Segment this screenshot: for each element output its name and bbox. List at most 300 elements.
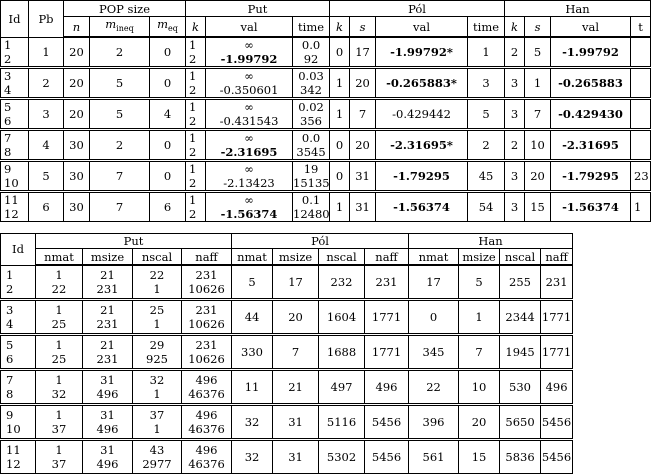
id-cell-line: 8 xyxy=(6,387,14,401)
han-naff-cell: 496 xyxy=(541,370,573,405)
pol-val-cell: -2.31695* xyxy=(376,130,468,161)
pol-time-cell: 3 xyxy=(468,68,505,99)
han-naff-cell: 5456 xyxy=(541,440,573,474)
put-naff-cell xyxy=(182,265,232,300)
pol-nscal-cell: 5302 xyxy=(319,440,365,474)
han-nscal-cell: 255 xyxy=(500,265,541,300)
put-msize-cell-line: 31 xyxy=(100,443,115,457)
pb-cell: 2 xyxy=(29,68,64,99)
put-nscal-cell xyxy=(133,440,182,474)
pol-k-cell: 0 xyxy=(330,130,350,161)
id-cell-line: 11 xyxy=(6,443,21,457)
put-nmat-cell-line: 1 xyxy=(55,408,63,422)
col-han-time: t xyxy=(631,17,651,38)
table-row xyxy=(1,370,573,405)
col-han-nmat: nmat xyxy=(409,249,459,266)
put-k-cell-line: 1 xyxy=(189,193,197,207)
col-pol: Pól xyxy=(330,1,505,17)
id-cell-line: 8 xyxy=(4,145,12,159)
pol-msize-cell: 17 xyxy=(273,265,319,300)
han-msize-cell: 1 xyxy=(459,300,500,335)
put-val-cell-line: -0.431543 xyxy=(219,114,279,128)
pol-s-cell: 17 xyxy=(350,37,376,68)
table-row xyxy=(1,161,651,192)
put-nmat-cell xyxy=(36,440,83,474)
han-time-cell xyxy=(631,130,651,161)
put-val-cell-line: ∞ xyxy=(244,69,254,83)
col-pol-nscal: nscal xyxy=(319,249,365,266)
col-put-k: k xyxy=(186,17,206,38)
put-nscal-cell-line: 1 xyxy=(153,317,161,331)
put-naff-cell xyxy=(182,440,232,474)
put-time-cell xyxy=(293,99,330,130)
han-val-cell: -1.56374 xyxy=(551,192,631,222)
col-put-nscal: nscal xyxy=(133,249,182,266)
han-k-cell: 2 xyxy=(505,130,525,161)
results-table xyxy=(0,0,651,222)
pol-time-cell: 1 xyxy=(468,37,505,68)
han-val-cell: -2.31695 xyxy=(551,130,631,161)
put-time-cell xyxy=(293,130,330,161)
pol-val-cell: -1.79295 xyxy=(376,161,468,192)
put-time-cell-line: 0.1 xyxy=(301,193,321,207)
n-cell: 30 xyxy=(64,130,90,161)
pol-s-cell: 20 xyxy=(350,68,376,99)
han-time-cell: 23 xyxy=(631,161,651,192)
put-naff-cell-line: 10626 xyxy=(188,317,225,331)
col-put-nmat: nmat xyxy=(36,249,83,266)
id-cell-line: 3 xyxy=(6,303,14,317)
id-cell-line: 4 xyxy=(6,317,14,331)
put-nmat-cell xyxy=(36,300,83,335)
table-row xyxy=(1,37,651,68)
pol-s-cell: 31 xyxy=(350,161,376,192)
pol-k-cell: 1 xyxy=(330,192,350,222)
put-nmat-cell-line: 37 xyxy=(51,457,67,471)
put-val-cell xyxy=(206,161,293,192)
id-cell-line: 6 xyxy=(6,352,14,366)
han-val-cell: -0.265883 xyxy=(551,68,631,99)
pol-nmat-cell: 32 xyxy=(232,405,273,440)
han-s-cell: 15 xyxy=(525,192,551,222)
han-msize-cell: 5 xyxy=(459,265,500,300)
col-han-s: s xyxy=(525,17,551,38)
id-cell-line: 1 xyxy=(6,267,14,282)
col-han-nscal: nscal xyxy=(500,249,541,266)
table-row xyxy=(1,335,573,370)
put-msize-cell xyxy=(83,370,133,405)
table-row xyxy=(1,99,651,130)
pol-nmat-cell: 11 xyxy=(232,370,273,405)
han-time-cell xyxy=(631,99,651,130)
put-nscal-cell xyxy=(133,335,182,370)
pol-naff-cell: 1771 xyxy=(365,300,409,335)
size-table xyxy=(0,233,573,474)
col-pol-k: k xyxy=(330,17,350,38)
put-time-cell-line: 92 xyxy=(303,52,319,66)
put-k-cell-line: 2 xyxy=(189,207,197,221)
put-msize-cell xyxy=(83,265,133,300)
han-nmat-cell: 0 xyxy=(409,300,459,335)
han-nmat-cell: 396 xyxy=(409,405,459,440)
put-k-cell-line: 2 xyxy=(189,145,197,159)
pol-time-cell: 45 xyxy=(468,161,505,192)
m-ineq-cell: 2 xyxy=(90,130,150,161)
put-nmat-cell-line: 25 xyxy=(51,317,67,331)
id-cell-line: 3 xyxy=(4,69,12,83)
m-eq-cell: 6 xyxy=(150,192,186,222)
id-cell-line: 10 xyxy=(4,176,19,190)
table-row xyxy=(1,68,651,99)
han-naff-cell: 1771 xyxy=(541,335,573,370)
put-k-cell xyxy=(186,130,206,161)
put-msize-cell-line: 231 xyxy=(96,282,119,296)
han-s-cell: 20 xyxy=(525,161,551,192)
put-time-cell-line: 3545 xyxy=(296,145,326,159)
han-s-cell: 5 xyxy=(525,37,551,68)
put-msize-cell-line: 21 xyxy=(100,268,115,282)
put-msize-cell-line: 31 xyxy=(100,408,115,422)
put-nmat-cell xyxy=(36,405,83,440)
id-cell-line: 5 xyxy=(6,338,14,352)
han-nscal-cell: 2344 xyxy=(500,300,541,335)
put-time-cell-line: 0.03 xyxy=(298,69,324,83)
id-cell-line: 7 xyxy=(6,373,14,387)
pol-msize-cell: 31 xyxy=(273,440,319,474)
col-m-ineq: $m_{ineq}$ xyxy=(90,17,150,38)
put-k-cell-line: 2 xyxy=(189,83,197,97)
han-time-cell: 1 xyxy=(631,192,651,222)
pb-cell: 4 xyxy=(29,130,64,161)
put-time-cell-line: 356 xyxy=(300,114,322,128)
put-msize-cell-line: 31 xyxy=(100,373,115,387)
m-ineq-cell: 5 xyxy=(90,99,150,130)
col-put-time: time xyxy=(293,17,330,38)
col-pol-naff: naff xyxy=(365,249,409,266)
put-val-cell xyxy=(206,68,293,99)
col-id: Id xyxy=(1,1,29,38)
pol-msize-cell: 7 xyxy=(273,335,319,370)
han-msize-cell: 7 xyxy=(459,335,500,370)
id-cell-line: 2 xyxy=(6,281,14,296)
pol-nmat-cell: 32 xyxy=(232,440,273,474)
table-row xyxy=(1,405,573,440)
put-nscal-cell xyxy=(133,265,182,300)
m-ineq-cell: 5 xyxy=(90,68,150,99)
han-nscal-cell: 1945 xyxy=(500,335,541,370)
put-k-cell-line: 1 xyxy=(189,131,197,145)
han-nmat-cell: 22 xyxy=(409,370,459,405)
put-nscal-cell-line: 1 xyxy=(153,422,161,436)
put-time-cell-line: 342 xyxy=(300,83,322,97)
col-put-val: val xyxy=(206,17,293,38)
han-k-cell: 3 xyxy=(505,99,525,130)
put-nscal-cell xyxy=(133,300,182,335)
han-naff-cell: 231 xyxy=(541,265,573,300)
put-val-cell-line: -2.13423 xyxy=(223,176,275,190)
put-naff-cell xyxy=(182,335,232,370)
col-pol-msize: msize xyxy=(273,249,319,266)
id-cell xyxy=(1,192,29,222)
put-time-cell-line: 0.0 xyxy=(301,38,321,52)
han-naff-cell: 1771 xyxy=(541,300,573,335)
put-nmat-cell-line: 25 xyxy=(51,352,67,366)
put-msize-cell-line: 496 xyxy=(96,387,119,401)
put-val-cell-line: ∞ xyxy=(244,162,254,176)
put-time-cell xyxy=(293,68,330,99)
id-cell-line: 5 xyxy=(4,100,12,114)
put-nscal-cell-line: 25 xyxy=(149,303,165,317)
han-val-cell: -0.429430 xyxy=(551,99,631,130)
pol-msize-cell: 20 xyxy=(273,300,319,335)
han-naff-cell: 5456 xyxy=(541,405,573,440)
put-k-cell xyxy=(186,192,206,222)
put-val-cell-line: ∞ xyxy=(244,193,254,207)
pol-nmat-cell: 330 xyxy=(232,335,273,370)
pol-nscal-cell: 232 xyxy=(319,265,365,300)
put-nscal-cell xyxy=(133,405,182,440)
put-nmat-cell-line: 32 xyxy=(51,387,67,401)
put-nscal-cell-line: 37 xyxy=(149,408,165,422)
col-han-val: val xyxy=(551,17,631,38)
han-nmat-cell: 345 xyxy=(409,335,459,370)
n-cell: 20 xyxy=(64,68,90,99)
col-pol: Pól xyxy=(232,234,409,249)
col-put: Put xyxy=(186,1,330,17)
id-cell-line: 11 xyxy=(4,193,19,207)
pol-val-cell: -1.56374 xyxy=(376,192,468,222)
put-naff-cell xyxy=(182,370,232,405)
pol-naff-cell: 1771 xyxy=(365,335,409,370)
id-cell-line: 6 xyxy=(4,114,12,128)
col-pb: Pb xyxy=(29,1,64,38)
id-cell xyxy=(1,370,36,405)
han-nscal-cell: 530 xyxy=(500,370,541,405)
put-val-cell-line: -2.31695 xyxy=(220,145,278,159)
id-cell xyxy=(1,130,29,161)
put-msize-cell-line: 231 xyxy=(96,317,119,331)
put-val-cell-line: ∞ xyxy=(244,131,254,145)
pol-nmat-cell: 44 xyxy=(232,300,273,335)
pol-val-cell: -1.99792* xyxy=(376,37,468,68)
id-cell xyxy=(1,335,36,370)
put-naff-cell xyxy=(182,405,232,440)
put-nmat-cell xyxy=(36,335,83,370)
m-ineq-cell: 2 xyxy=(90,37,150,68)
put-k-cell-line: 2 xyxy=(189,52,197,66)
id-cell-line: 12 xyxy=(4,207,19,221)
han-val-cell: -1.79295 xyxy=(551,161,631,192)
put-msize-cell-line: 21 xyxy=(100,338,115,352)
put-msize-cell xyxy=(83,440,133,474)
pol-nscal-cell: 1688 xyxy=(319,335,365,370)
put-nmat-cell-line: 1 xyxy=(55,268,63,282)
id-cell-line: 7 xyxy=(4,131,12,145)
put-val-cell-line: ∞ xyxy=(244,100,254,114)
put-msize-cell xyxy=(83,335,133,370)
pb-cell: 6 xyxy=(29,192,64,222)
han-k-cell: 3 xyxy=(505,161,525,192)
put-naff-cell-line: 496 xyxy=(195,443,218,457)
put-k-cell xyxy=(186,37,206,68)
col-han-naff: naff xyxy=(541,249,573,266)
put-time-cell-line: 15135 xyxy=(293,176,330,190)
han-nscal-cell: 5836 xyxy=(500,440,541,474)
id-cell xyxy=(1,161,29,192)
col-n: n xyxy=(64,17,90,38)
put-k-cell-line: 1 xyxy=(189,100,197,114)
put-naff-cell-line: 46376 xyxy=(188,457,225,471)
han-nmat-cell: 561 xyxy=(409,440,459,474)
put-msize-cell-line: 231 xyxy=(96,352,119,366)
pol-naff-cell: 496 xyxy=(365,370,409,405)
col-pol-nmat: nmat xyxy=(232,249,273,266)
put-val-cell xyxy=(206,192,293,222)
put-nscal-cell-line: 22 xyxy=(149,268,165,282)
put-naff-cell-line: 231 xyxy=(195,268,218,282)
put-nscal-cell-line: 1 xyxy=(153,282,161,296)
put-nscal-cell xyxy=(133,370,182,405)
han-msize-cell: 15 xyxy=(459,440,500,474)
col-pol-s: s xyxy=(350,17,376,38)
id-cell-line: 1 xyxy=(4,37,12,52)
put-val-cell-line: -0.350601 xyxy=(219,83,279,97)
pol-val-cell: -0.429442 xyxy=(376,99,468,130)
col-id: Id xyxy=(1,234,36,266)
put-nmat-cell-line: 22 xyxy=(51,282,67,296)
put-nmat-cell-line: 1 xyxy=(55,338,63,352)
put-k-cell-line: 1 xyxy=(189,38,197,52)
put-naff-cell-line: 10626 xyxy=(188,282,225,296)
put-time-cell xyxy=(293,161,330,192)
put-time-cell-line: 0.0 xyxy=(301,131,321,145)
put-nscal-cell-line: 1 xyxy=(153,387,161,401)
table-row xyxy=(1,192,651,222)
put-naff-cell-line: 10626 xyxy=(188,352,225,366)
n-cell: 30 xyxy=(64,161,90,192)
m-eq-cell: 0 xyxy=(150,130,186,161)
n-cell: 20 xyxy=(64,37,90,68)
put-time-cell-line: 19 xyxy=(303,162,319,176)
n-cell: 20 xyxy=(64,99,90,130)
pol-naff-cell: 5456 xyxy=(365,405,409,440)
id-cell xyxy=(1,265,36,300)
han-val-cell: -1.99792 xyxy=(551,37,631,68)
put-k-cell-line: 1 xyxy=(189,69,197,83)
col-pol-val: val xyxy=(376,17,468,38)
put-naff-cell-line: 231 xyxy=(195,338,218,352)
put-naff-cell-line: 496 xyxy=(195,408,218,422)
id-cell xyxy=(1,405,36,440)
han-s-cell: 1 xyxy=(525,68,551,99)
put-msize-cell xyxy=(83,300,133,335)
table-row xyxy=(1,265,573,300)
col-put-naff: naff xyxy=(182,249,232,266)
pol-time-cell: 5 xyxy=(468,99,505,130)
id-cell xyxy=(1,68,29,99)
put-nmat-cell-line: 1 xyxy=(55,303,63,317)
put-naff-cell-line: 231 xyxy=(195,303,218,317)
put-nscal-cell-line: 32 xyxy=(149,373,165,387)
id-cell-line: 9 xyxy=(4,162,12,176)
han-k-cell: 2 xyxy=(505,37,525,68)
pol-s-cell: 31 xyxy=(350,192,376,222)
han-msize-cell: 20 xyxy=(459,405,500,440)
put-nscal-cell-line: 2977 xyxy=(142,457,172,471)
put-time-cell xyxy=(293,192,330,222)
id-cell xyxy=(1,300,36,335)
put-msize-cell-line: 21 xyxy=(100,303,115,317)
put-naff-cell-line: 46376 xyxy=(188,387,225,401)
col-pol-time: time xyxy=(468,17,505,38)
m-eq-cell: 4 xyxy=(150,99,186,130)
m-ineq-cell: 7 xyxy=(90,192,150,222)
put-k-cell-line: 2 xyxy=(189,176,197,190)
id-cell xyxy=(1,37,29,68)
pol-time-cell: 2 xyxy=(468,130,505,161)
col-m-eq: $m_{eq}$ xyxy=(150,17,186,38)
col-put-msize: msize xyxy=(83,249,133,266)
col-put: Put xyxy=(36,234,232,249)
pol-msize-cell: 21 xyxy=(273,370,319,405)
id-cell xyxy=(1,440,36,474)
put-val-cell xyxy=(206,130,293,161)
put-nscal-cell-line: 29 xyxy=(149,338,165,352)
pol-nscal-cell: 497 xyxy=(319,370,365,405)
pol-nscal-cell: 5116 xyxy=(319,405,365,440)
m-eq-cell: 0 xyxy=(150,161,186,192)
col-han-k: k xyxy=(505,17,525,38)
m-eq-cell: 0 xyxy=(150,37,186,68)
id-cell-line: 2 xyxy=(4,51,12,66)
put-naff-cell xyxy=(182,300,232,335)
id-cell xyxy=(1,99,29,130)
put-k-cell xyxy=(186,68,206,99)
put-nmat-cell xyxy=(36,265,83,300)
put-k-cell-line: 1 xyxy=(189,162,197,176)
put-nscal-cell-line: 925 xyxy=(146,352,168,366)
pol-nscal-cell: 1604 xyxy=(319,300,365,335)
put-val-cell-line: -1.99792 xyxy=(220,52,278,66)
pol-s-cell: 7 xyxy=(350,99,376,130)
han-nmat-cell: 17 xyxy=(409,265,459,300)
col-han: Han xyxy=(409,234,573,249)
put-nmat-cell xyxy=(36,370,83,405)
put-val-cell xyxy=(206,37,293,68)
put-time-cell-line: 0.02 xyxy=(298,100,324,114)
pol-val-cell: -0.265883* xyxy=(376,68,468,99)
han-time-cell xyxy=(631,68,651,99)
pol-s-cell: 20 xyxy=(350,130,376,161)
pol-time-cell: 54 xyxy=(468,192,505,222)
han-msize-cell: 10 xyxy=(459,370,500,405)
put-k-cell-line: 2 xyxy=(189,114,197,128)
pol-k-cell: 1 xyxy=(330,99,350,130)
pol-k-cell: 1 xyxy=(330,68,350,99)
id-cell-line: 12 xyxy=(6,457,21,471)
m-eq-cell: 0 xyxy=(150,68,186,99)
put-time-cell-line: 12480 xyxy=(293,207,330,221)
pol-naff-cell: 231 xyxy=(365,265,409,300)
pol-msize-cell: 31 xyxy=(273,405,319,440)
pb-cell: 3 xyxy=(29,99,64,130)
col-han: Han xyxy=(505,1,651,17)
han-k-cell: 3 xyxy=(505,192,525,222)
table-row xyxy=(1,440,573,474)
han-nscal-cell: 5650 xyxy=(500,405,541,440)
put-val-cell-line: -1.56374 xyxy=(220,207,278,221)
han-s-cell: 10 xyxy=(525,130,551,161)
